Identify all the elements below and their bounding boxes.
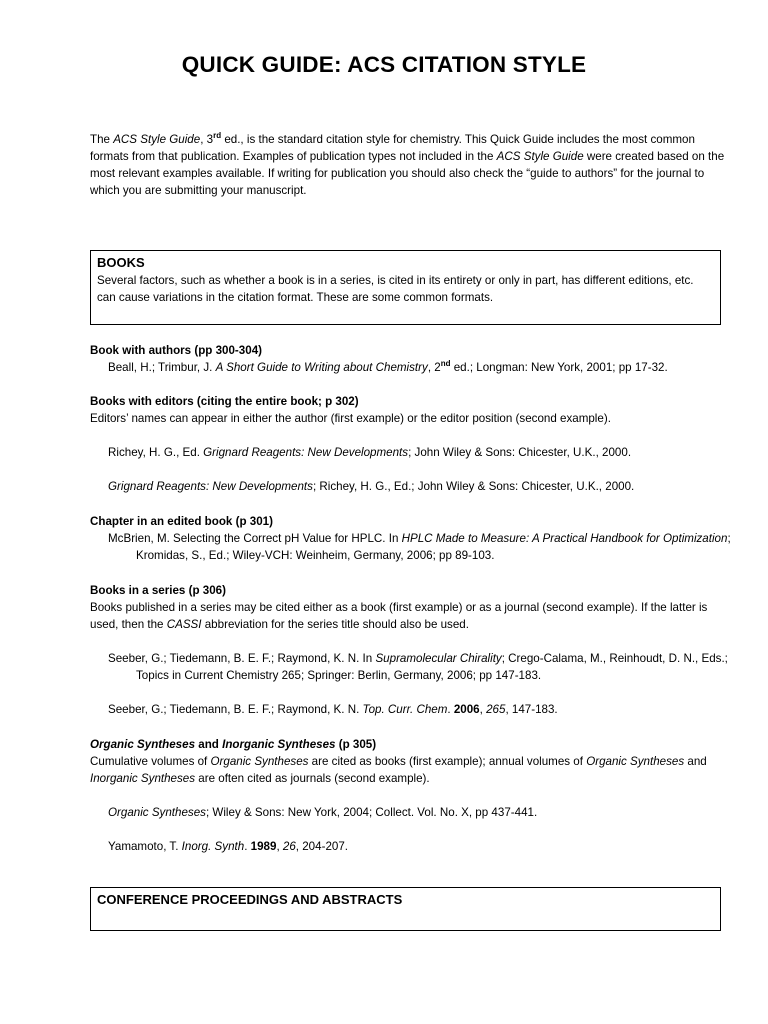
syntheses-description: Cumulative volumes of Organic Syntheses are cited as books (first example); annual volumes of Organic Syntheses and Inorganic Syntheses are often cited as journals (second example). [90,755,707,785]
books-with-editors-heading: Books with editors (citing the entire book; p 302) [90,395,359,408]
books-in-series-description: Books published in a series may be cited either as a book (first example) or as a journal (second example). If the latter is used, then the CASSI abbreviation for the series title should also be used. [90,601,708,631]
syntheses-heading: Organic Syntheses and Inorganic Syntheses (p 305) [90,738,377,751]
page-title: QUICK GUIDE: ACS CITATION STYLE [181,52,587,77]
books-in-series-example-2: Seeber, G.; Tiedemann, B. E. F.; Raymond, K. N. Top. Curr. Chem. 2006, 265, 147-183. [108,703,558,716]
books-with-editors-example-2: Grignard Reagents: New Developments; Richey, H. G., Ed.; John Wiley & Sons: Chicester, U.K., 2000. [108,480,635,493]
syntheses-section [90,736,730,855]
books-in-series-section [90,582,730,718]
books-with-editors-example-1: Richey, H. G., Ed. Grignard Reagents: New Developments; John Wiley & Sons: Chicester, U.K., 2000. [108,446,632,459]
intro-paragraph: The ACS Style Guide, 3rd ed., is the standard citation style for chemistry. This Quick Guide includes the most common formats from that publication. Examples of publication types not included in the ACS Style Guide were created based on the most relevant examples available. If writing for publication you should also check the “guide to authors” for the journal to which you are submitting your manuscript. [90,131,725,197]
book-with-authors-example: Beall, H.; Trimbur, J. A Short Guide to Writing about Chemistry, 2nd ed.; Longman: New York, 2001; pp 17-32. [108,359,668,374]
conference-section-title: CONFERENCE PROCEEDINGS AND ABSTRACTS [97,892,403,907]
books-section-box [90,250,721,325]
conference-section-box [90,887,721,931]
chapter-example: McBrien, M. Selecting the Correct pH Value for HPLC. In HPLC Made to Measure: A Practical Handbook for Optimization; Kromidas, S., Ed.; Wiley-VCH: Weinheim, Germany, 2006; pp 89-103. [108,532,731,562]
chapter-section [90,513,730,564]
books-in-series-example-1: Seeber, G.; Tiedemann, B. E. F.; Raymond, K. N. In Supramolecular Chirality; Crego-Calama, M., Reinhoudt, D. N., Eds.; Topics in Current Chemistry 265; Springer: Berlin, Germany, 2006; pp 147-183. [108,652,728,682]
books-in-series-heading: Books in a series (p 306) [90,584,226,597]
books-with-editors-description: Editors’ names can appear in either the author (first example) or the editor position (second example). [90,412,611,425]
books-with-editors-section [90,393,730,495]
books-section-description: Several factors, such as whether a book is in a series, is cited in its entirety or only in part, has different editions, etc. can cause variations in the citation format. These are some common formats. [97,274,694,304]
book-with-authors-section [90,342,730,376]
syntheses-example-1: Organic Syntheses; Wiley & Sons: New York, 2004; Collect. Vol. No. X, pp 437-441. [108,806,538,819]
syntheses-example-2: Yamamoto, T. Inorg. Synth. 1989, 26, 204-207. [108,840,349,853]
chapter-heading: Chapter in an edited book (p 301) [90,515,273,528]
books-section-title: BOOKS [97,255,145,270]
book-with-authors-heading: Book with authors (pp 300-304) [90,344,262,357]
